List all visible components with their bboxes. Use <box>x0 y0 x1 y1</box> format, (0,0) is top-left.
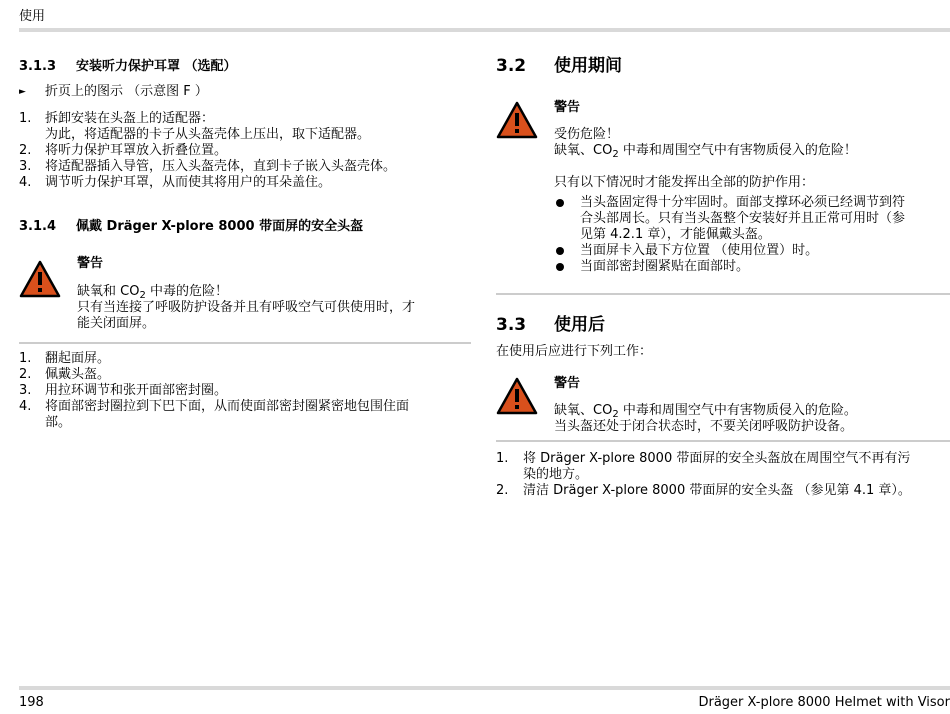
bullet-dot <box>556 263 564 271</box>
running-header: 使用 <box>19 9 46 24</box>
warning-intro: 只有以下情况时才能发挥出全部的防护作用： <box>554 175 815 190</box>
step-number: 2. <box>19 143 32 158</box>
step-text: 部。 <box>45 415 72 430</box>
bullet-dot <box>556 247 564 255</box>
step-number: 3. <box>19 383 32 398</box>
section-title: 使用后 <box>554 315 605 335</box>
bullet-dot <box>556 199 564 207</box>
section-title: 使用期间 <box>554 56 622 76</box>
section-title: 安装听力保护耳罩 （选配） <box>76 59 237 74</box>
warning-triangle-icon <box>496 101 538 139</box>
step-text: 将听力保护耳罩放入折叠位置。 <box>45 143 228 158</box>
warning-text: 缺氧和 $CO_2$ 中毒的危险！ <box>77 284 228 301</box>
warning-triangle-icon <box>496 377 538 415</box>
warning-content <box>77 256 471 332</box>
warning-box <box>19 256 471 344</box>
warning-content <box>554 373 950 435</box>
step-number: 1. <box>496 451 509 466</box>
step-text: 佩戴头盔。 <box>45 367 111 382</box>
step-text: 将面部密封圈拉到下巴下面，从而使面部密封圈紧密地包围住面 <box>45 399 410 414</box>
step-text: 翻起面屏。 <box>45 351 111 366</box>
warning-triangle-icon <box>19 260 61 298</box>
list-item <box>19 399 471 431</box>
pointer-text: 折页上的图示 （示意图 F ） <box>45 84 208 99</box>
footer-title: Dräger X-plore 8000 Helmet with Visor <box>698 695 950 710</box>
section-3-3-heading <box>496 317 605 333</box>
step-number: 1. <box>19 351 32 366</box>
after-use-steps-list <box>496 451 950 499</box>
step-text: 将适配器插入导管，压入头盔壳体，直到卡子嵌入头盔壳体。 <box>45 159 397 174</box>
pointer-list <box>19 84 471 100</box>
section-3-1-4-heading <box>19 219 363 235</box>
list-item <box>19 111 471 143</box>
warning-text: 能关闭面屏。 <box>77 316 156 331</box>
page-number: 198 <box>19 695 44 710</box>
protection-bullets <box>554 195 950 275</box>
list-item <box>19 143 471 159</box>
step-number: 4. <box>19 175 32 190</box>
step-text: 拆卸安装在头盔上的适配器： <box>45 111 215 126</box>
triangle-pointer-icon: ► <box>19 87 26 97</box>
section-number: 3.3 <box>496 315 527 335</box>
section-intro: 在使用后应进行下列工作： <box>496 344 653 359</box>
section-number: 3.1.3 <box>19 59 57 74</box>
warning-content <box>554 97 950 275</box>
section-3-2-heading <box>496 58 622 74</box>
list-item <box>496 451 950 483</box>
step-text: 染的地方。 <box>523 467 589 482</box>
section-number: 3.1.4 <box>19 219 57 234</box>
section-number: 3.2 <box>496 56 527 76</box>
list-item <box>19 367 471 383</box>
step-text: 清洁 Dräger X-plore 8000 带面屏的安全头盔 （参见第 4.1 章）。 <box>523 483 911 498</box>
step-text: 为此，将适配器的卡子从头盔壳体上压出，取下适配器。 <box>45 127 371 142</box>
list-item <box>19 175 471 191</box>
step-number: 4. <box>19 399 32 414</box>
footer-rule <box>19 686 950 690</box>
step-text: 将 Dräger X-plore 8000 带面屏的安全头盔放在周围空气不再有污 <box>523 451 911 466</box>
bullet-item: 当头盔固定得十分牢固时。面部支撑环必须已经调节到符 合头部周长。只有当头盔整个安装好并且正常可用时（参 见第 4.2.1 章），才能佩戴头盔。 <box>554 195 950 243</box>
warning-text: 受伤危险！ <box>554 127 620 142</box>
bullet-item: 当面部密封圈紧贴在面部时。 <box>554 259 950 275</box>
section-3-1-3-heading <box>19 59 237 75</box>
warning-title: 警告 <box>554 100 581 115</box>
header-rule <box>19 28 950 32</box>
step-number: 2. <box>496 483 509 498</box>
pointer-item <box>19 84 471 100</box>
warning-title: 警告 <box>77 256 104 271</box>
warning-text: 当头盔还处于闭合状态时，不要关闭呼吸防护设备。 <box>554 419 854 434</box>
warning-box <box>496 97 950 295</box>
warning-box <box>496 373 950 442</box>
list-item <box>19 159 471 175</box>
wear-steps-list <box>19 351 471 431</box>
install-steps-list <box>19 111 471 191</box>
list-item <box>496 483 950 499</box>
step-text: 调节听力保护耳罩，从而使其将用户的耳朵盖住。 <box>45 175 332 190</box>
warning-text: 只有当连接了呼吸防护设备并且有呼吸空气可供使用时，才 <box>77 300 416 315</box>
step-number: 3. <box>19 159 32 174</box>
section-title: 佩戴 Dräger X-plore 8000 带面屏的安全头盔 <box>76 219 364 234</box>
step-number: 2. <box>19 367 32 382</box>
warning-text: 缺氧、$CO_2$ 中毒和周围空气中有害物质侵入的危险。 <box>554 403 857 420</box>
warning-title: 警告 <box>554 376 581 391</box>
bullet-item: 当面屏卡入最下方位置 （使用位置）时。 <box>554 243 950 259</box>
step-number: 1. <box>19 111 32 126</box>
warning-text: 缺氧、$CO_2$ 中毒和周围空气中有害物质侵入的危险！ <box>554 143 857 160</box>
list-item <box>19 383 471 399</box>
step-text: 用拉环调节和张开面部密封圈。 <box>45 383 228 398</box>
list-item <box>19 351 471 367</box>
